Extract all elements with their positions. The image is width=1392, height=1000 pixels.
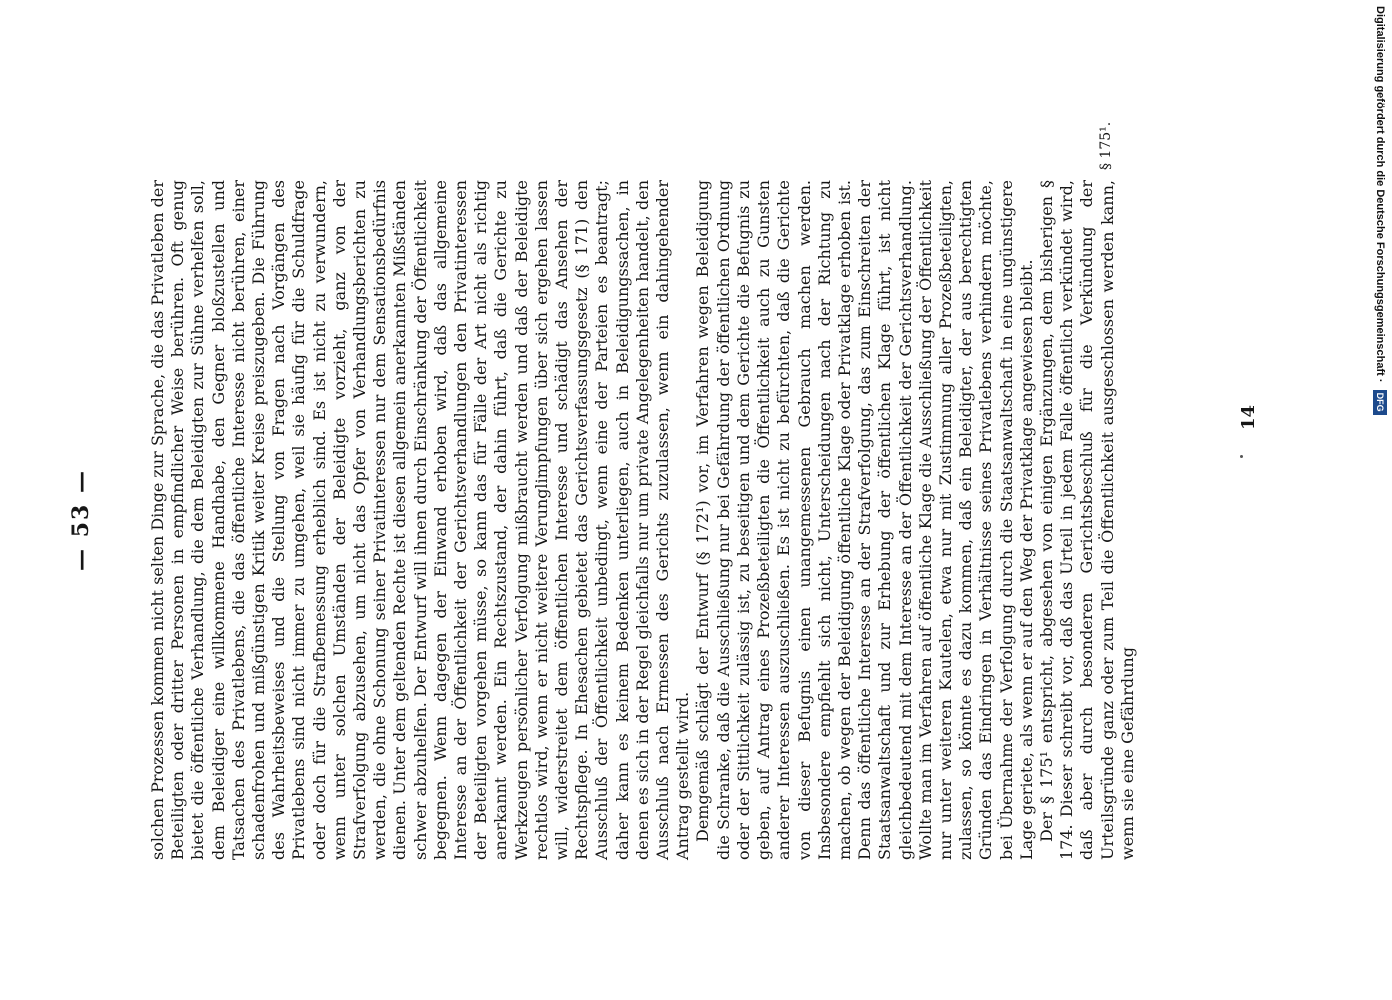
rotated-page — [68, 121, 1259, 860]
margin-note-175: § 175¹. — [1098, 121, 1114, 170]
paragraph-2: Demgemäß schlägt der Entwurf (§ 172¹) vor, im Verfahren wegen Beleidigung die Schranke, daß die Ausschließung nur bei Gefährdung der öffentlichen Ordnung oder der Sittlichkeit zulässig ist, zu beseitigen und dem Gerichte die Befugnis zu geben, auf Antrag eines Prozeßbeteiligten die Öffentlichkeit auch zu Gunsten anderer Interessen auszuschließen. Es ist nicht zu befürchten, daß die Gerichte von dieser Befugnis einen unangemessenen Gebrauch machen werden. Insbesondere empfiehlt sich nicht, Unterscheidungen nach der Richtung zu machen, ob wegen der Beleidigung öffentliche Klage oder Privatklage erhoben ist. Denn das öffentliche Interesse an der Strafverfolgung, das zum Einschreiten der Staatsanwaltschaft und zur Erhebung der öffentlichen Klage führt, ist nicht gleichbedeutend mit dem Interesse an der Öffentlichkeit der Gerichtsverhandlung. Wollte man im Verfahren auf öffentliche Klage die Ausschließung der Öffentlichkeit nur unter weiteren Kautelen, etwa nur mit Zustimmung aller Prozeßbeteiligten, zulassen, so könnte es dazu kommen, daß ein Beleidigter, der aus berechtigten Gründen das Eindringen in Verhältnisse seines Privatlebens verhindern möchte, bei Übernahme der Verfolgung durch die Staatsanwaltschaft in eine ungünstigere Lage geriete, als wenn er auf den Weg der Privatklage angewiesen bleibt. — [693, 180, 1036, 860]
signature-mark: 14 — [1238, 404, 1259, 430]
digitization-credit — [1368, 6, 1392, 992]
paragraph-1: solchen Prozessen kommen nicht selten Dinge zur Sprache, die das Privatleben der Beteiligten oder dritter Personen in empfindlicher Weise berühren. Oft genug bietet die öffentliche Verhandlung, die dem Beleidigten zur Sühne verhelfen soll, dem Beleidiger eine willkommene Handhabe, den Gegner bloßzustellen und Tatsachen des Privatlebens, die das öffentliche Interesse nicht berühren, einer schadenfrohen und mißgünstigen Kritik weiter Kreise preiszugeben. Die Führung des Wahrheitsbeweises und die Stellung von Fragen nach Vorgängen des Privatlebens sind nicht immer zu umgehen, weil sie häufig für die Schuldfrage oder doch für die Strafbemessung erheblich sind. Es ist nicht zu verwundern, wenn unter solchen Umständen der Beleidigte vorzieht, ganz von der Strafverfolgung abzusehen, um nicht das Opfer von Verhandlungsberichten zu werden, die ohne Schonung seiner Privatinteressen nur dem Sensationsbedürfnis dienen. Unter dem geltenden Rechte ist diesen allgemein anerkannten Mißständen schwer abzuhelfen. Der Entwurf will ihnen durch Einschränkung der Öffentlichkeit begegnen. Wenn dagegen der Einwand erhoben wird, daß das allgemeine Interesse an der Öffentlichkeit der Gerichtsverhandlungen den Privatinteressen der Beteiligten vorgehen müsse, so kann das für Fälle der Art nicht als richtig anerkannt werden. Ein Rechtszustand, der dahin führt, daß die Gerichte zu Werkzeugen persönlicher Verfolgung mißbraucht werden und daß der Beleidigte rechtlos wird, wenn er nicht weitere Verunglimpfungen über sich ergehen lassen will, widerstreitet dem öffentlichen Interesse und schädigt das Ansehen der Rechtspflege. In Ehesachen gebietet das Gerichtsverfassungsgesetz (§ 171) den Ausschluß der Öffentlichkeit unbedingt, wenn eine der Parteien es beantragt; daher kann es keinem Bedenken unterliegen, auch in Beleidigungssachen, in denen es sich in der Regel gleichfalls nur um private Angelegenheiten handelt, den Ausschluß nach Ermessen des Gerichts zuzulassen, wenn ein dahingehender Antrag gestellt wird. — [148, 180, 693, 860]
paragraph-3: Der § 175¹ entspricht, abgesehen von einigen Ergänzungen, dem bisherigen § 174. Dieser schreibt vor, daß das Urteil in jedem Falle öffentlich verkündet wird, daß aber durch besonderen Gerichtsbeschluß für die Verkündung der Urteilsgründe ganz oder zum Teil die Öffentlichkeit ausgeschlossen werden kann, wenn sie eine Gefährdung — [1036, 180, 1137, 860]
credit-text: Digitalisierung gefördert durch die Deutsche Forschungsgemeinschaft — [1374, 6, 1386, 376]
body-text — [148, 180, 1138, 860]
print-speck — [1240, 455, 1243, 458]
dfg-logo: DFG — [1373, 390, 1387, 415]
digitization-credit-line: Digitalisierung gefördert durch die Deutsche Forschungsgemeinschaft · DFG — [1368, 6, 1392, 992]
page-header: — 53 — — [68, 469, 94, 571]
